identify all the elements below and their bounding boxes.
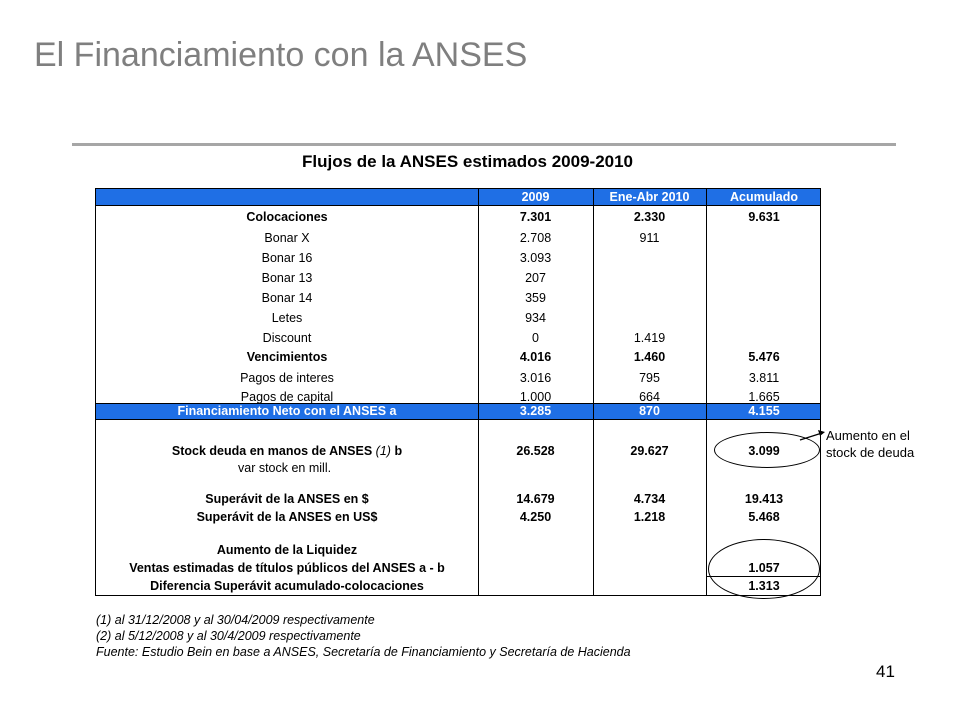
row-label-colocaciones: Colocaciones <box>246 210 328 224</box>
row-label-letes: Letes <box>271 311 303 325</box>
header-ene-abr-2010: Ene-Abr 2010 <box>609 190 690 204</box>
table-cell: 14.679 <box>516 492 555 506</box>
table-cell: 207 <box>525 271 546 285</box>
row-label-vencimientos: Vencimientos <box>246 350 328 364</box>
stock-label-text: Stock deuda en manos de ANSES <box>171 444 373 458</box>
callout-line-2: stock de deuda <box>826 445 915 460</box>
title-rule <box>72 143 896 146</box>
row-label-bonar-14: Bonar 14 <box>261 291 313 305</box>
stock-label-suffix: b <box>394 444 403 458</box>
callout-arrow-icon <box>780 420 830 460</box>
row-label-diferencia: Diferencia Superávit acumulado-colocaciones <box>150 579 424 593</box>
source-note: Fuente: Estudio Bein en base a ANSES, Secretaría de Financiamiento y Secretaría de Hacienda <box>96 645 631 659</box>
table-cell: 3.099 <box>748 444 780 458</box>
table-cell: 4.250 <box>519 510 552 524</box>
row-label-pagos-de-interes: Pagos de interes <box>240 371 334 385</box>
header-acumulado: Acumulado <box>729 190 799 204</box>
row-label-financiamiento-neto: Financiamiento Neto con el ANSES a <box>177 404 397 418</box>
table-cell: 664 <box>639 390 660 404</box>
table-cell: 1.665 <box>748 390 780 404</box>
table-cell: 4.155 <box>748 404 780 418</box>
table-cell: 934 <box>525 311 546 325</box>
row-label-superavit-dolares: Superávit de la ANSES en US$ <box>196 510 378 524</box>
table-cell: 2.330 <box>633 210 666 224</box>
row-label-bonar-16: Bonar 16 <box>261 251 313 265</box>
table-cell: 3.093 <box>519 251 552 265</box>
row-label-stock-deuda <box>96 442 478 460</box>
table-cell: 9.631 <box>748 210 780 224</box>
table-cell: 19.413 <box>744 492 784 506</box>
table-cell: 359 <box>525 291 546 305</box>
table-title: Flujos de la ANSES estimados 2009-2010 <box>302 152 634 171</box>
table-cell: 26.528 <box>516 444 555 458</box>
table-cell: 3.285 <box>519 404 552 418</box>
row-label-bonar-x: Bonar X <box>264 231 310 245</box>
table-cell: 4.734 <box>633 492 666 506</box>
row-label-ventas-estimadas: Ventas estimadas de títulos públicos del ANSES a - b <box>129 561 445 575</box>
table-cell: 1.218 <box>633 510 666 524</box>
table-cell: 911 <box>639 231 660 245</box>
table-cell: 3.811 <box>748 371 780 385</box>
footnote-2: (2) al 5/12/2008 y al 30/4/2009 respectivamente <box>96 629 361 643</box>
flows-table <box>95 188 821 596</box>
row-label-pagos-de-capital: Pagos de capital <box>240 390 334 404</box>
callout-line-1: Aumento en el <box>826 428 910 443</box>
table-cell: 1.419 <box>633 331 666 345</box>
callout-text <box>826 427 924 461</box>
liquidity-highlight-oval <box>708 539 820 599</box>
table-cell: 1.057 <box>748 561 780 575</box>
table-cell: 2.708 <box>519 231 552 245</box>
table-cell: 3.016 <box>519 371 552 385</box>
table-cell: 4.016 <box>519 350 552 364</box>
table-cell: 1.460 <box>633 350 666 364</box>
header-2009: 2009 <box>521 190 550 204</box>
stock-label-note: (1) <box>375 444 391 458</box>
table-cell: 0 <box>532 331 539 345</box>
table-cell: 1.313 <box>748 579 780 593</box>
table-cell: 7.301 <box>519 210 552 224</box>
table-cell: 5.476 <box>748 350 780 364</box>
row-label-discount: Discount <box>262 331 312 345</box>
footnote-1: (1) al 31/12/2008 y al 30/04/2009 respectivamente <box>96 613 375 627</box>
row-label-var-stock: var stock en mill. <box>238 461 332 475</box>
row-label-bonar-13: Bonar 13 <box>261 271 313 285</box>
slide-title: El Financiamiento con la ANSES <box>34 36 528 74</box>
table-cell: 795 <box>639 371 660 385</box>
row-label-superavit-pesos: Superávit de la ANSES en $ <box>205 492 369 506</box>
table-cell: 29.627 <box>630 444 669 458</box>
page-number: 41 <box>876 662 895 681</box>
row-label-aumento-liquidez: Aumento de la Liquidez <box>216 543 358 557</box>
table-cell: 870 <box>639 404 660 418</box>
table-cell: 5.468 <box>748 510 780 524</box>
table-cell: 1.000 <box>519 390 552 404</box>
